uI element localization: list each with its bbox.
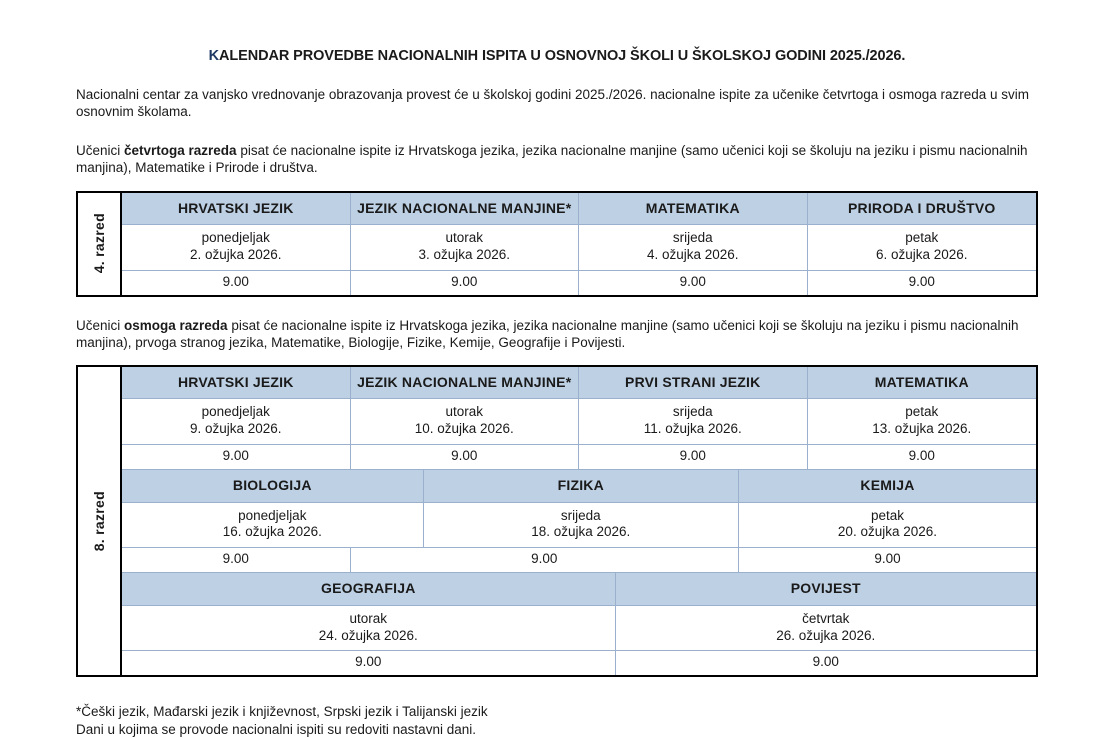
grade8-b2-datetext-1: 16. ožujka 2026. (222, 524, 322, 540)
grade8-b1-subject-row (122, 367, 1036, 400)
grade4-subject-row (122, 193, 1036, 226)
title-drop-cap: K (208, 48, 220, 64)
grade8-b3-subject-1: GEOGRAFIJA (122, 573, 616, 606)
intro-paragraph: Nacionalni centar za vanjsko vrednovanje obrazovanja provest će u školskoj godini 2025./2026. nacionalne ispite za učenike četvrtoga i osmoga razreda u svim osnovnim školama. (76, 87, 1030, 120)
grade8-b2-subject-row (122, 470, 1036, 503)
grade8-b3-date-2 (616, 606, 1036, 652)
grade8-b2-subject-1: BIOLOGIJA (122, 470, 424, 503)
grade4-subject-1: HRVATSKI JEZIK (122, 193, 351, 226)
grade8-b3-datetext-2: 26. ožujka 2026. (776, 627, 876, 643)
grade4-time-4: 9.00 (908, 273, 935, 289)
grade4-day-4: petak (905, 230, 939, 246)
grade4-time-1: 9.00 (122, 271, 351, 295)
title-text: ALENDAR PROVEDBE NACIONALNIH ISPITA U OSNOVNOJ ŠKOLI U ŠKOLSKOJ GODINI 2025./2026. (219, 48, 906, 64)
grade8-b3-time-row (122, 651, 1036, 675)
grade8-b3-date-row (122, 606, 1036, 652)
grade4-datetext-2: 3. ožujka 2026. (418, 246, 511, 262)
grade8-b1-date-1 (122, 399, 351, 445)
grade8-b1-time-row (122, 445, 1036, 470)
grade8-b1-day-2: utorak (445, 404, 484, 420)
grade4-date-1 (122, 225, 351, 271)
grade8-paragraph (76, 317, 1038, 351)
grade8-side-label (78, 367, 122, 675)
grade4-day-3: srijeda (672, 230, 713, 246)
grade8-grid (122, 367, 1036, 675)
grade8-schedule-table (76, 365, 1038, 677)
grade4-day-1: ponedjeljak (201, 230, 270, 246)
grade4-date-row (122, 225, 1036, 271)
grade4-date-2 (351, 225, 580, 271)
grade4-subject-4: PRIRODA I DRUŠTVO (808, 193, 1037, 226)
grade8-b1-date-row (122, 399, 1036, 445)
grade4-datetext-1: 2. ožujka 2026. (189, 246, 282, 262)
grade4-subject-2: JEZIK NACIONALNE MANJINE* (351, 193, 580, 226)
grade8-b2-date-1 (122, 503, 424, 549)
grade4-time-3: 9.00 (579, 271, 808, 295)
grade4-datetext-3: 4. ožujka 2026. (646, 246, 739, 262)
grade8-b1-subject-1: HRVATSKI JEZIK (122, 367, 351, 400)
grade8-b1-time-3: 9.00 (579, 445, 808, 470)
grade4-time-2: 9.00 (351, 271, 580, 295)
grade8-b2-time-3: 9.00 (739, 548, 1036, 573)
grade4-grid (122, 193, 1036, 295)
footnote-languages: *Češki jezik, Mađarski jezik i književnost, Srpski jezik i Talijanski jezik (76, 704, 488, 720)
grade4-datetext-4: 6. ožujka 2026. (875, 246, 968, 262)
grade4-paragraph (76, 142, 1038, 176)
grade4-date-4 (808, 225, 1037, 271)
grade8-b3-date-1 (122, 606, 616, 652)
grade8-b3-datetext-1: 24. ožujka 2026. (318, 627, 418, 643)
grade8-b1-day-3: srijeda (672, 404, 713, 420)
grade8-b2-time-1: 9.00 (122, 548, 351, 573)
grade8-b1-date-3 (579, 399, 808, 445)
grade8-b3-subject-2: POVIJEST (616, 573, 1036, 606)
grade8-b1-time-2: 9.00 (351, 445, 580, 470)
grade8-paragraph-bold: osmoga razreda (124, 317, 228, 333)
grade8-b3-subject-row (122, 573, 1036, 606)
grade8-b2-date-3 (739, 503, 1036, 549)
grade8-b3-day-1: utorak (349, 610, 388, 626)
grade8-paragraph-suffix: pisat će nacionalne ispite iz Hrvatskoga jezika, jezika nacionalne manjine (samo učenici koji se školuju na jeziku i pismu nacionalnih manjina), prvoga stranog jezika, Matematike, Biologije, Fizike, Kemije, Geografije i Povijesti. (76, 317, 1019, 350)
grade8-b1-time-1: 9.00 (122, 445, 351, 470)
grade8-b1-datetext-4: 13. ožujka 2026. (872, 421, 972, 437)
grade8-b1-datetext-2: 10. ožujka 2026. (414, 421, 514, 437)
grade8-b2-datetext-3: 20. ožujka 2026. (837, 524, 937, 540)
grade4-schedule-table (76, 191, 1038, 297)
grade8-b2-datetext-2: 18. ožujka 2026. (531, 524, 631, 540)
grade4-date-3 (579, 225, 808, 271)
grade8-b2-date-2 (424, 503, 739, 549)
grade8-b2-time-2: 9.00 (351, 548, 739, 573)
grade8-b2-day-1: ponedjeljak (238, 507, 307, 523)
grade8-b2-date-row (122, 503, 1036, 549)
grade8-b3-time-1: 9.00 (122, 651, 616, 675)
grade8-b1-datetext-1: 9. ožujka 2026. (189, 421, 282, 437)
page-title (76, 48, 1038, 64)
grade8-b2-subject-3: KEMIJA (739, 470, 1036, 503)
grade8-b2-subject-2: FIZIKA (424, 470, 739, 503)
grade8-b1-datetext-3: 11. ožujka 2026. (643, 421, 742, 437)
grade4-side-label (78, 193, 122, 295)
grade8-side-label-text: 8. razred (91, 491, 107, 552)
grade4-paragraph-suffix: pisat će nacionalne ispite iz Hrvatskoga jezika, jezika nacionalne manjine (samo učenici koji se školuju na jeziku i pismu nacionalnih manjina), Matematike i Prirode i društva. (76, 143, 1028, 176)
grade8-b1-day-4: petak (905, 404, 939, 420)
grade8-b1-date-4 (808, 399, 1037, 445)
grade4-paragraph-bold: četvrtoga razreda (124, 143, 237, 159)
grade4-day-2: utorak (445, 230, 484, 246)
footnotes (76, 703, 1038, 738)
grade8-paragraph-prefix: Učenici (76, 317, 125, 333)
grade8-b3-day-2: četvrtak (802, 610, 850, 626)
grade8-b1-date-2 (351, 399, 580, 445)
grade8-b1-subject-2: JEZIK NACIONALNE MANJINE* (351, 367, 580, 400)
footnote-school-days: Dani u kojima se provode nacionalni ispiti su redoviti nastavni dani. (76, 721, 476, 737)
grade8-b1-subject-4: MATEMATIKA (808, 367, 1037, 400)
grade8-b2-time-row (122, 548, 1036, 573)
grade8-b2-day-2: srijeda (560, 507, 601, 523)
grade4-subject-3: MATEMATIKA (579, 193, 808, 226)
grade8-b1-subject-3: PRVI STRANI JEZIK (579, 367, 808, 400)
grade8-b2-day-3: petak (870, 507, 904, 523)
grade8-b1-time-4: 9.00 (808, 445, 1037, 470)
grade8-b1-day-1: ponedjeljak (201, 404, 270, 420)
grade4-side-label-text: 4. razred (91, 213, 107, 274)
grade4-paragraph-prefix: Učenici (76, 143, 125, 159)
grade8-b3-time-2: 9.00 (812, 654, 839, 670)
grade4-time-row (122, 271, 1036, 295)
